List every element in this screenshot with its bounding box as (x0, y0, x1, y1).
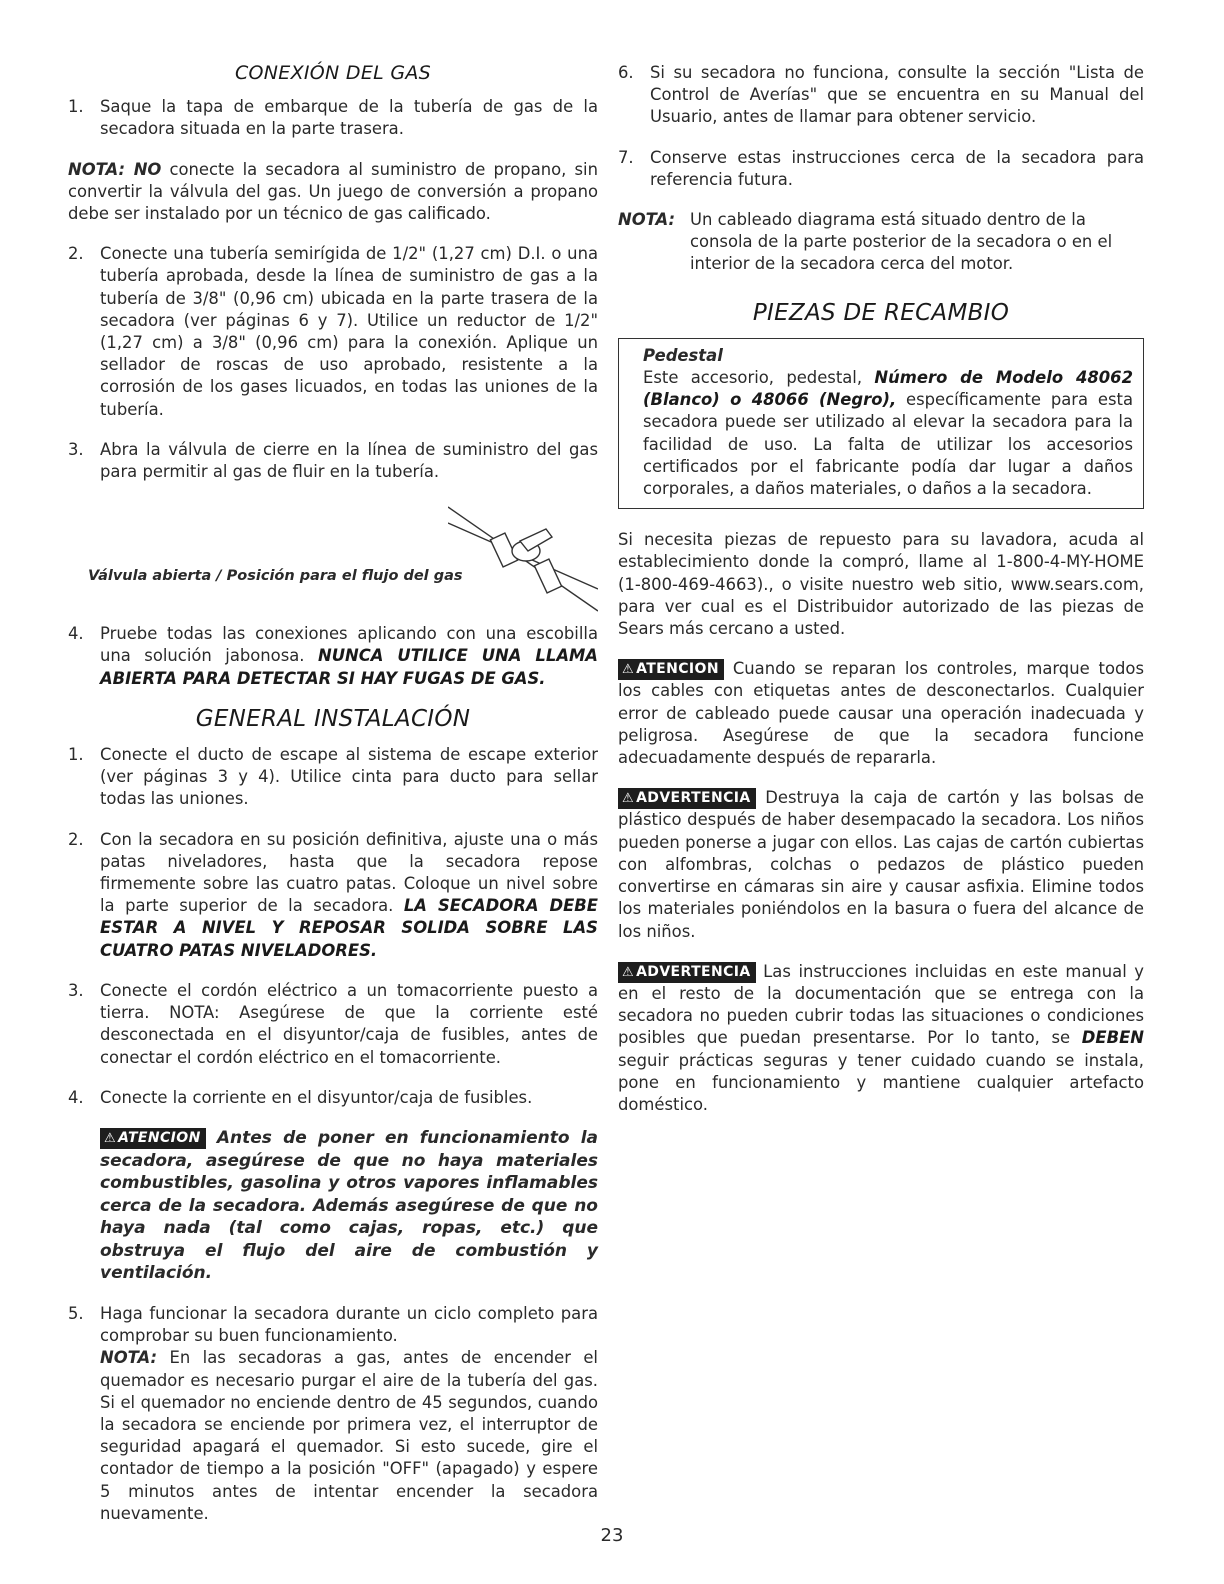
general-step-5: 5. Haga funcionar la secadora durante un ciclo completo para comprobar su buen funcionamiento. NOTA: En las secadoras a gas, antes de encender el quemador es necesario purgar el aire de la tubería del gas. Si el quemador no enciende dentro de 45 segundos, cuando la secadora se enciende por primera vez, el interruptor de seguridad apagará el quemador. Si esto sucede, gire el contador de tiempo a la posición "OFF" (apagado) y espere 5 minutos antes de intentar encender la secadora nuevamente. (68, 1304, 598, 1523)
heading-general-installation: GENERAL INSTALACIÓN (195, 705, 471, 732)
advertencia-packaging-warning: ⚠ ADVERTENCIA Destruya la caja de cartón y las bolsas de plástico después de haber desempacado la secadora. Los niños pueden ponerse a jugar con ellos. Las cajas de cartón cubiertas con alfombras, colchas o pedazos de plástico pueden convertirse en cámaras sin aire y causar asfixia. Elimine todos los materiales poniéndolos en la basura o fuera del alcance de los niños. (618, 788, 1144, 941)
pedestal-title: Pedestal (643, 345, 723, 365)
valve-figure (68, 501, 598, 613)
advertencia-badge: ⚠ ADVERTENCIA (618, 788, 756, 809)
general-step-4: 4. Conecte la corriente en el disyuntor/caja de fusibles. (68, 1087, 533, 1107)
heading-replacement-parts: PIEZAS DE RECAMBIO (752, 299, 1010, 326)
gas-valve-illustration (448, 501, 598, 613)
gas-step-1: 1. Saque la tapa de embarque de la tubería de gas de la secadora situada en la parte trasera. (68, 97, 598, 139)
nota-propane: NOTA: NO conecte la secadora al suministro de propano, sin convertir la válvula del gas. Un juego de conversión a propano debe ser instalado por un técnico de gas calificado. (68, 159, 598, 224)
advertencia-safety-warning: ⚠ ADVERTENCIA Las instrucciones incluidas en este manual y en el resto de la documentación que se entrega con la secadora no pueden cubrir todas las situaciones o condiciones posibles que puedan presentarse. Por lo tanto, se DEBEN seguir prácticas seguras y tener cuidado cuando se instala, pone en funcionamiento y mantiene cualquier artefacto doméstico. (618, 961, 1144, 1114)
left-column (68, 62, 598, 1543)
valve-caption: Válvula abierta / Posición para el flujo del gas (88, 568, 463, 585)
warning-triangle-icon: ⚠ (104, 1130, 117, 1146)
gas-step-4: 4. Pruebe todas las conexiones aplicando con una escobilla una solución jabonosa. NUNCA UTILICE UNA LLAMA ABIERTA PARA DETECTAR SI HAY FUGAS DE GAS. (68, 624, 598, 688)
step-6: 6. Si su secadora no funciona, consulte la sección "Lista de Control de Averías" que se encuentra en su Manual del Usuario, antes de llamar para obtener servicio. (618, 63, 1144, 127)
warning-triangle-icon: ⚠ (622, 964, 635, 980)
pedestal-box: Pedestal Este accesorio, pedestal, Número de Modelo 48062 (Blanco) o 48066 (Negro), específicamente para esta secadora puede ser utilizado al elevar la secadora para la facilidad de uso. La falta de utilizar los accesorios certificados por el fabricante podía dar lugar a daños corporales, a daños materiales, o daños a la secadora. (618, 338, 1144, 509)
page-number: 23 (600, 1525, 624, 1546)
heading-gas-connection: CONEXIÓN DEL GAS (234, 62, 432, 84)
parts-info: Si necesita piezas de repuesto para su lavadora, acuda al establecimiento donde la compró, llame al 1-800-4-MY-HOME (1-800-469-4663)., o visite nuestro web sitio, www.sears.com, para ver cual es el Distribuidor autorizado de las piezas de Sears más cercano a usted. (618, 530, 1144, 639)
general-step-3: 3. Conecte el cordón eléctrico a un tomacorriente puesto a tierra. NOTA: Asegúrese de que la corriente esté desconectada en el disyuntor/caja de fusibles, antes de conectar el cordón eléctrico en el tomacorriente. (68, 980, 598, 1067)
warning-triangle-icon: ⚠ (622, 662, 635, 678)
right-column (618, 62, 1144, 1134)
step-7: 7. Conserve estas instrucciones cerca de la secadora para referencia futura. (618, 147, 1144, 189)
general-step-2: 2. Con la secadora en su posición definitiva, ajuste una o más patas niveladores, hasta que la secadora repose firmemente sobre las cuatro patas. Coloque un nivel sobre la parte superior de la secadora. LA SECADORA DEBE ESTAR A NIVEL Y REPOSAR SOLIDA SOBRE LAS CUATRO PATAS NIVELADORES. (68, 829, 598, 960)
gas-step-2: 2. Conecte una tubería semirígida de 1/2" (1,27 cm) D.I. o una tubería aprobada, desde la línea de suministro de gas a la tubería de 3/8" (0,96 cm) ubicada en la parte trasera de la secadora (ver páginas 6 y 7). Utilice un reductor de 1/2" (1,27 cm) a 3/8" (0,96 cm) para la conexión. Aplique un sellador de roscas de uso aprobado, resistente a la corrosión de los gases licuados, en todas las uniones de la tubería. (68, 244, 598, 419)
nota-wiring-diagram: NOTA: Un cableado diagrama está situado dentro de la consola de la parte posterior de la secadora o en el interior de la secadora cerca del motor. (618, 210, 1113, 274)
atencion-badge: ⚠ ATENCION (618, 659, 724, 680)
atencion-badge: ⚠ ATENCION (100, 1128, 206, 1149)
atencion-combustibles-warning: ⚠ ATENCION Antes de poner en funcionamiento la secadora, asegúrese de que no haya materiales combustibles, gasolina y otros vapores inflamables cerca de la secadora. Además asegúrese de que no haya nada (tal como cajas, ropas, etc.) que obstruya el flujo del aire de combustión y ventilación. (100, 1127, 598, 1284)
general-step-1: 1. Conecte el ducto de escape al sistema de escape exterior (ver páginas 3 y 4). Utilice cinta para ducto para sellar todas las uniones. (68, 745, 598, 809)
atencion-wiring-warning: ⚠ ATENCION Cuando se reparan los controles, marque todos los cables con etiquetas antes de desconectarlos. Cualquier error de cableado puede causar una operación inadecuada y peligrosa. Asegúrese de que la secadora funcione adecuadamente después de repararla. (618, 659, 1144, 768)
warning-triangle-icon: ⚠ (622, 791, 635, 807)
advertencia-badge: ⚠ ADVERTENCIA (618, 962, 756, 983)
gas-step-3: 3. Abra la válvula de cierre en la línea de suministro del gas para permitir al gas de fluir en la tubería. (68, 439, 598, 482)
